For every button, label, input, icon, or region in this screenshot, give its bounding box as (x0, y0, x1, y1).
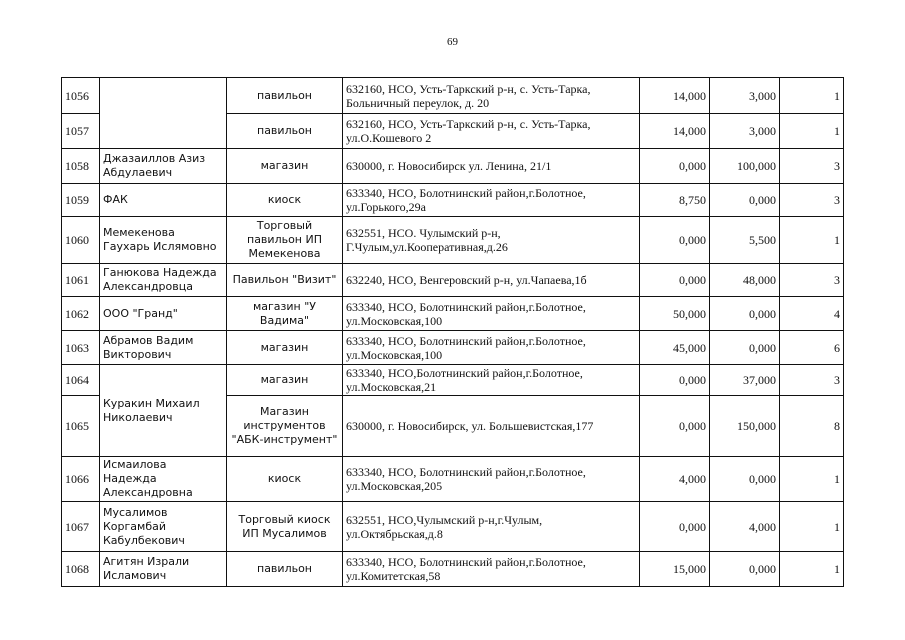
value-2: 0,000 (710, 331, 780, 365)
row-number: 1068 (62, 552, 100, 587)
address: 632160, НСО, Усть-Таркский р-н, с. Усть-Тарка, Больничный переулок, д. 20 (343, 78, 640, 114)
row-number: 1066 (62, 457, 100, 502)
value-2: 100,000 (710, 149, 780, 184)
value-3: 3 (780, 264, 844, 297)
value-2: 0,000 (710, 457, 780, 502)
value-2: 3,000 (710, 78, 780, 114)
value-1: 14,000 (640, 114, 710, 149)
address: 633340, НСО,Болотнинский район,г.Болотное, ул.Московская,21 (343, 365, 640, 396)
owner-name: Агитян Израли Исламович (100, 552, 227, 587)
value-3: 3 (780, 365, 844, 396)
address: 632551, НСО. Чулымский р-н, Г.Чулым,ул.Кооперативная,д.26 (343, 217, 640, 264)
value-3: 1 (780, 457, 844, 502)
object-type: магазин "У Вадима" (227, 297, 343, 331)
value-1: 50,000 (640, 297, 710, 331)
value-2: 5,500 (710, 217, 780, 264)
owner-name: Куракин Михаил Николаевич (100, 365, 227, 457)
value-1: 45,000 (640, 331, 710, 365)
object-type: Торговый киоск ИП Мусалимов (227, 502, 343, 552)
owner-name: Мемекенова Гаухарь Ислямовно (100, 217, 227, 264)
row-number: 1061 (62, 264, 100, 297)
table-row (62, 184, 844, 217)
value-2: 48,000 (710, 264, 780, 297)
table-row (62, 297, 844, 331)
value-3: 1 (780, 552, 844, 587)
value-2: 4,000 (710, 502, 780, 552)
owner-name: ООО "Гранд" (100, 297, 227, 331)
row-number: 1064 (62, 365, 100, 396)
object-type: магазин (227, 365, 343, 396)
address: 633340, НСО, Болотнинский район,г.Болотное, ул.Московская,205 (343, 457, 640, 502)
value-1: 0,000 (640, 396, 710, 457)
value-1: 0,000 (640, 502, 710, 552)
row-number: 1062 (62, 297, 100, 331)
value-2: 150,000 (710, 396, 780, 457)
value-1: 0,000 (640, 149, 710, 184)
object-type: павильон (227, 78, 343, 114)
address: 632551, НСО,Чулымский р-н,г.Чулым, ул.Октябрьская,д.8 (343, 502, 640, 552)
value-1: 4,000 (640, 457, 710, 502)
address: 633340, НСО, Болотнинский район,г.Болотное, ул.Московская,100 (343, 297, 640, 331)
value-3: 3 (780, 184, 844, 217)
page-number: 69 (447, 36, 458, 48)
value-2: 0,000 (710, 297, 780, 331)
table-row (62, 457, 844, 502)
table-row (62, 217, 844, 264)
address: 633340, НСО, Болотнинский район,г.Болотное, ул.Горького,29а (343, 184, 640, 217)
address: 632160, НСО, Усть-Таркский р-н, с. Усть-Тарка, ул.О.Кошевого 2 (343, 114, 640, 149)
row-number: 1067 (62, 502, 100, 552)
address: 630000, г. Новосибирск ул. Ленина, 21/1 (343, 149, 640, 184)
value-3: 1 (780, 78, 844, 114)
value-1: 0,000 (640, 264, 710, 297)
value-1: 0,000 (640, 365, 710, 396)
table-row (62, 552, 844, 587)
row-number: 1057 (62, 114, 100, 149)
value-1: 0,000 (640, 217, 710, 264)
object-type: магазин (227, 149, 343, 184)
value-2: 0,000 (710, 552, 780, 587)
object-type: магазин (227, 331, 343, 365)
table-row (62, 331, 844, 365)
value-3: 6 (780, 331, 844, 365)
row-number: 1058 (62, 149, 100, 184)
value-2: 3,000 (710, 114, 780, 149)
row-number: 1056 (62, 78, 100, 114)
table-row (62, 502, 844, 552)
row-number: 1065 (62, 396, 100, 457)
value-3: 1 (780, 502, 844, 552)
value-2: 37,000 (710, 365, 780, 396)
value-3: 3 (780, 149, 844, 184)
owner-name: Абрамов Вадим Викторович (100, 331, 227, 365)
table-row (62, 78, 844, 114)
value-3: 8 (780, 396, 844, 457)
address: 630000, г. Новосибирск, ул. Большевистская,177 (343, 396, 640, 457)
row-number: 1060 (62, 217, 100, 264)
address: 633340, НСО, Болотнинский район,г.Болотное, ул.Московская,100 (343, 331, 640, 365)
address: 633340, НСО, Болотнинский район,г.Болотное, ул.Комитетская,58 (343, 552, 640, 587)
value-3: 1 (780, 114, 844, 149)
value-3: 4 (780, 297, 844, 331)
address: 632240, НСО, Венгеровский р-н, ул.Чапаева,1б (343, 264, 640, 297)
value-1: 15,000 (640, 552, 710, 587)
records-table (61, 77, 844, 587)
object-type: павильон (227, 114, 343, 149)
row-number: 1059 (62, 184, 100, 217)
object-type: Магазин инструментов "АБК-инструмент" (227, 396, 343, 457)
object-type: Торговый павильон ИП Мемекенова (227, 217, 343, 264)
value-2: 0,000 (710, 184, 780, 217)
object-type: павильон (227, 552, 343, 587)
table-row (62, 264, 844, 297)
object-type: киоск (227, 184, 343, 217)
owner-name: Джазаиллов Азиз Абдулаевич (100, 149, 227, 184)
owner-name: Исмаилова Надежда Александровна (100, 457, 227, 502)
object-type: Павильон "Визит" (227, 264, 343, 297)
value-1: 14,000 (640, 78, 710, 114)
value-3: 1 (780, 217, 844, 264)
owner-name: ФАК (100, 184, 227, 217)
owner-name (100, 78, 227, 149)
value-1: 8,750 (640, 184, 710, 217)
row-number: 1063 (62, 331, 100, 365)
owner-name: Мусалимов Коргамбай Кабулбекович (100, 502, 227, 552)
object-type: киоск (227, 457, 343, 502)
table-row (62, 149, 844, 184)
owner-name: Ганюкова Надежда Александровца (100, 264, 227, 297)
table-row (62, 365, 844, 396)
